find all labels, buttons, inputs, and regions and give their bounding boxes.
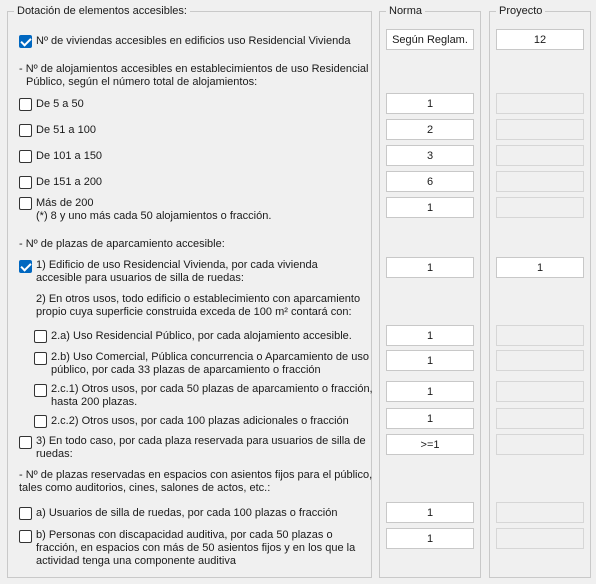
aparc-1-label-line1: 1) Edificio de uso Residencial Vivienda, por cada vivienda [36, 259, 318, 271]
aloj-5-50-checkbox[interactable] [19, 98, 32, 111]
aloj-151-200-proyecto-input[interactable] [496, 171, 584, 192]
asientos-b-proyecto-input[interactable] [496, 528, 584, 549]
aparc-1-norma-field: 1 [386, 257, 474, 278]
asientos-a-label: a) Usuarios de silla de ruedas, por cada 100 plazas o fracción [36, 507, 338, 519]
aparc-3-label-line1: 3) En todo caso, por cada plaza reservada para usuarios de silla de [36, 435, 366, 447]
asientos-b-checkbox[interactable] [19, 530, 32, 543]
proyecto-group-title: Proyecto [496, 5, 545, 18]
aparc-2a-checkbox[interactable] [34, 330, 47, 343]
aparc-2c1-label-line1: 2.c.1) Otros usos, por cada 50 plazas de aparcamiento o fracción, [51, 383, 373, 395]
aparc-2b-checkbox[interactable] [34, 352, 47, 365]
asientos-b-norma-field: 1 [386, 528, 474, 549]
aparc-2b-label-line2: público, por cada 33 plazas de aparcamiento o fracción [51, 364, 321, 376]
aloj-mas-200-proyecto-input[interactable] [496, 197, 584, 218]
aparc-2c1-proyecto-input[interactable] [496, 381, 584, 402]
asientos-b-label-line2: fracción, en espacios con más de 50 asientos fijos y en los que la [36, 542, 356, 554]
aparc-1-label-line2: accesible para usuarios de silla de ruedas: [36, 272, 244, 284]
aparcamiento-header: - Nº de plazas de aparcamiento accesible: [19, 238, 225, 250]
viviendas-norma-field: Según Reglam. [386, 29, 474, 50]
aloj-51-100-label: De 51 a 100 [36, 124, 96, 136]
aparc-2c1-checkbox[interactable] [34, 384, 47, 397]
aparc-3-proyecto-input[interactable] [496, 434, 584, 455]
asientos-a-norma-field: 1 [386, 502, 474, 523]
aparc-2-text-line1: 2) En otros usos, todo edificio o establecimiento con aparcamiento [36, 293, 361, 305]
aloj-mas-200-note: (*) 8 y uno más cada 50 alojamientos o fracción. [36, 210, 272, 222]
aloj-5-50-norma-field: 1 [386, 93, 474, 114]
aparc-2c1-label-line2: hasta 200 plazas. [51, 396, 138, 408]
aloj-101-150-proyecto-input[interactable] [496, 145, 584, 166]
aloj-151-200-checkbox[interactable] [19, 176, 32, 189]
aparc-2-text-line2: propio cuya superficie construida exceda de 100 m² contará con: [36, 306, 352, 318]
aloj-51-100-norma-field: 2 [386, 119, 474, 140]
aloj-5-50-proyecto-input[interactable] [496, 93, 584, 114]
aparc-2a-norma-field: 1 [386, 325, 474, 346]
aloj-5-50-label: De 5 a 50 [36, 98, 84, 110]
aloj-151-200-norma-field: 6 [386, 171, 474, 192]
aparc-2b-label-line1: 2.b) Uso Comercial, Pública concurrencia o Aparcamiento de uso [51, 351, 369, 363]
asientos-b-label-line3: actividad tenga una componente auditiva [36, 555, 236, 567]
aparc-1-checkbox[interactable] [19, 260, 32, 273]
aparc-2c2-label: 2.c.2) Otros usos, por cada 100 plazas adicionales o fracción [51, 415, 349, 427]
aparc-2b-norma-field: 1 [386, 350, 474, 371]
aparc-1-proyecto-input[interactable]: 1 [496, 257, 584, 278]
aloj-mas-200-norma-field: 1 [386, 197, 474, 218]
viviendas-checkbox[interactable] [19, 35, 32, 48]
aparc-2c1-norma-field: 1 [386, 381, 474, 402]
aparc-2c2-proyecto-input[interactable] [496, 408, 584, 429]
aloj-51-100-checkbox[interactable] [19, 124, 32, 137]
aloj-151-200-label: De 151 a 200 [36, 176, 103, 188]
aloj-101-150-checkbox[interactable] [19, 150, 32, 163]
aparc-2a-label: 2.a) Uso Residencial Público, por cada alojamiento accesible. [51, 330, 352, 342]
aloj-101-150-label: De 101 a 150 [36, 150, 103, 162]
aloj-101-150-norma-field: 3 [386, 145, 474, 166]
aparc-3-norma-field: >=1 [386, 434, 474, 455]
asientos-header-line1: - Nº de plazas reservadas en espacios con asientos fijos para el público, [19, 469, 373, 481]
asientos-a-proyecto-input[interactable] [496, 502, 584, 523]
alojamientos-header-line1: - Nº de alojamientos accesibles en establecimientos de uso Residencial [19, 63, 369, 75]
asientos-b-label-line1: b) Personas con discapacidad auditiva, por cada 50 plazas o [36, 529, 333, 541]
aparc-3-label-line2: ruedas: [36, 448, 73, 460]
viviendas-label: Nº de viviendas accesibles en edificios uso Residencial Vivienda [36, 35, 351, 47]
aparc-3-checkbox[interactable] [19, 436, 32, 449]
aloj-51-100-proyecto-input[interactable] [496, 119, 584, 140]
aparc-2a-proyecto-input[interactable] [496, 325, 584, 346]
norma-group-title: Norma [386, 5, 425, 18]
aloj-mas-200-label: Más de 200 [36, 197, 94, 209]
aparc-2c2-checkbox[interactable] [34, 415, 47, 428]
aloj-mas-200-checkbox[interactable] [19, 197, 32, 210]
aparc-2b-proyecto-input[interactable] [496, 350, 584, 371]
alojamientos-header-line2: Público, según el número total de alojamientos: [26, 76, 258, 88]
dotacion-group-title: Dotación de elementos accesibles: [14, 5, 190, 18]
asientos-a-checkbox[interactable] [19, 507, 32, 520]
viviendas-proyecto-input[interactable]: 12 [496, 29, 584, 50]
asientos-header-line2: tales como auditorios, cines, salones de actos, etc.: [19, 482, 271, 494]
aparc-2c2-norma-field: 1 [386, 408, 474, 429]
